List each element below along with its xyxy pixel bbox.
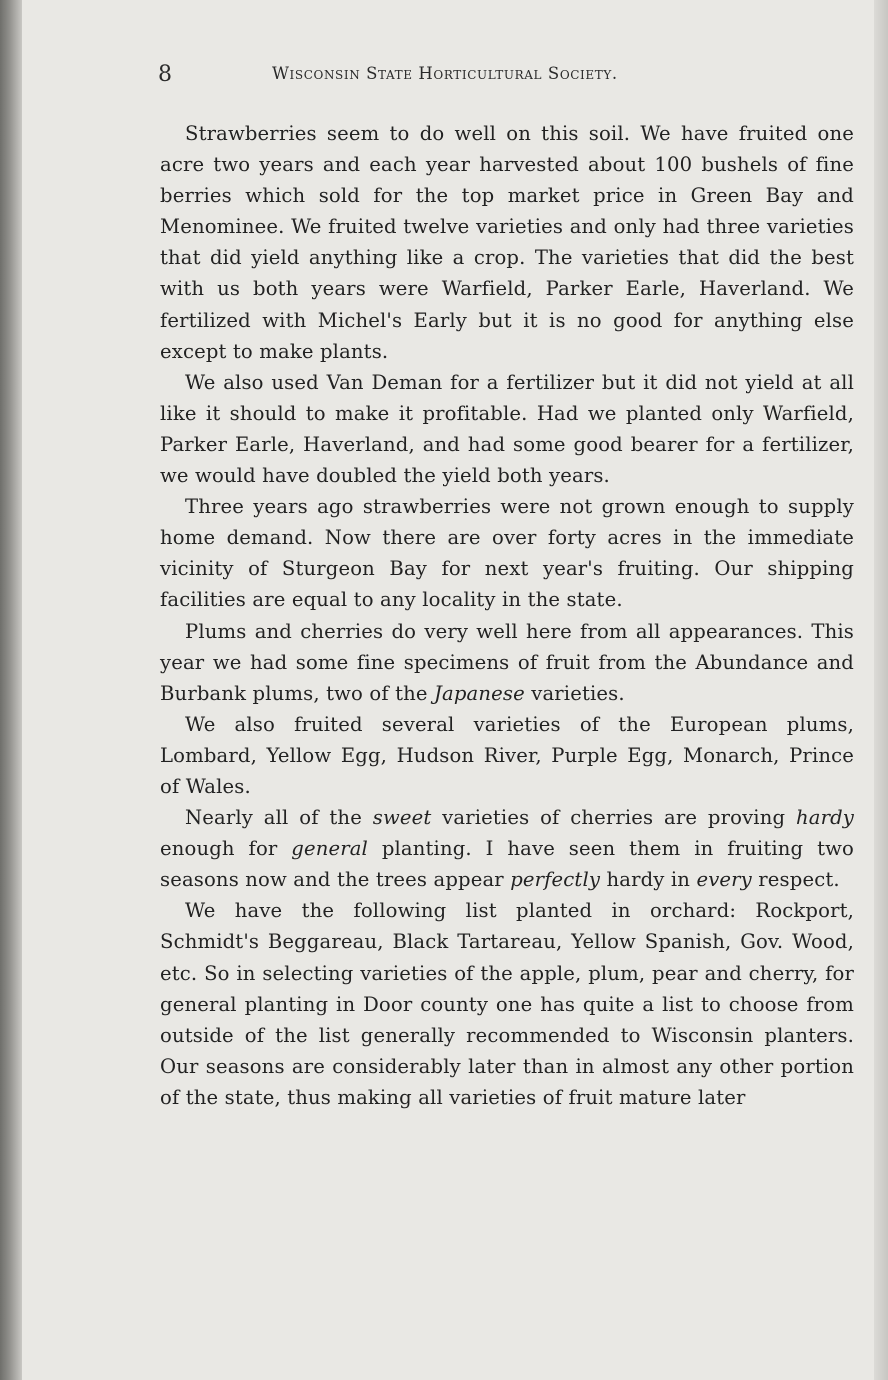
paragraph-plums-cherries: Plums and cherries do very well here from all appearances. This year we had some fine specimens of fruit from the Abundance and Burbank plums, two of the Japanese varieties. (160, 619, 854, 705)
paragraph-van-deman: We also used Van Deman for a fertilizer but it did not yield at all like it should to make it profitable. Had we planted only Warfield, Parker Earle, Haverland, and had some good bearer for a fertilizer, we would have doubled the yield both years. (160, 370, 854, 488)
italic-japanese: Japanese (434, 681, 525, 705)
body-text (160, 118, 854, 1113)
paragraph-sweet-cherries: Nearly all of the sweet varieties of cherries are proving hardy enough for general planting. I have seen them in fruiting two seasons now and the trees appear perfectly hardy in every respect. (160, 806, 855, 892)
paragraph-strawberries: Strawberries seem to do well on this soil. We have fruited one acre two years and each year harvested about 100 bushels of fine berries which sold for the top market price in Green Bay and Menominee. We fruited twelve varieties and only had three varieties that did yield anything like a crop. The varieties that did the best with us both years were Warfield, Parker Earle, Haverland. We fertilized with Michel's Early but it is no good for anything else except to make plants. (160, 122, 854, 363)
book-spine-shadow (0, 0, 22, 1380)
page-header (158, 62, 858, 92)
page-edge (874, 0, 888, 1380)
page-number: 8 (158, 62, 172, 87)
paragraph-three-years-ago: Three years ago strawberries were not grown enough to supply home demand. Now there are over forty acres in the immediate vicinity of Sturgeon Bay for next year's fruiting. Our shipping facilities are equal to any locality in the state. (160, 495, 854, 612)
running-head: Wisconsin State Horticultural Society. (272, 64, 618, 83)
paragraph-european-plums: We also fruited several varieties of the European plums, Lombard, Yellow Egg, Hudson River, Purple Egg, Monarch, Prince of Wales. (160, 712, 854, 798)
paragraph-orchard-list: We have the following list planted in orchard: Rockport, Schmidt's Beggareau, Black Tartareau, Yellow Spanish, Gov. Wood, etc. So in selecting varieties of the apple, plum, pear and cherry, for general planting in Door county one has quite a list to choose from outside of the list generally recommended to Wisconsin planters. Our seasons are considerably later than in almost any other portion of the state, thus making all varieties of fruit mature later (160, 899, 854, 1109)
